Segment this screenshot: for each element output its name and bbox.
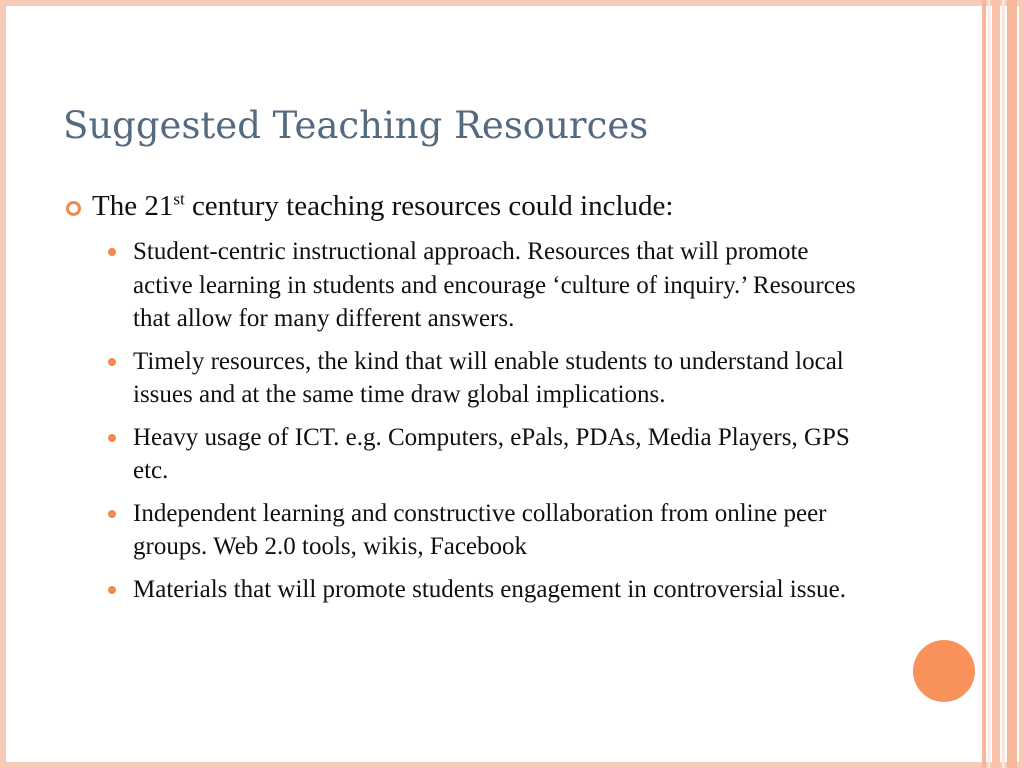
sub-bullet-text: Student-centric instructional approach. Resources that will promote active learning in students and encourage ‘culture of inquiry.’ Resources that allow for many different answers. [133,238,856,332]
ring-bullet-icon [66,201,81,216]
decorative-circle [913,640,975,702]
decorative-stripe [1019,0,1024,768]
decorative-stripe [992,0,1000,768]
sub-bullet-list [64,235,864,606]
sub-bullet-text: Independent learning and constructive collaboration from online peer groups. Web 2.0 tools, wikis, Facebook [133,499,827,560]
main-bullet-text-after: century teaching resources could include: [184,190,674,222]
dot-bullet-icon [108,586,116,594]
list-item [108,497,864,564]
list-item [108,235,864,336]
main-bullet-text-before: The 21 [92,190,174,222]
decorative-stripe [982,0,986,768]
sub-bullet-text: Materials that will promote students engagement in controversial issue. [133,575,847,603]
sub-bullet-text: Heavy usage of ICT. e.g. Computers, ePals, PDAs, Media Players, GPS etc. [133,423,850,484]
main-bullet [64,188,864,225]
decorative-stripe [1007,0,1017,768]
slide-content [64,188,864,615]
dot-bullet-icon [108,358,116,366]
list-item [108,573,864,607]
main-bullet-superscript: st [173,189,185,209]
decorative-stripe [1002,0,1005,768]
dot-bullet-icon [108,510,116,518]
slide-title: Suggested Teaching Resources [63,104,649,147]
sub-bullet-text: Timely resources, the kind that will enable students to understand local issues and at the same time draw global implications. [133,347,844,408]
dot-bullet-icon [108,248,116,256]
list-item [108,421,864,488]
decorative-stripe [988,0,990,768]
list-item [108,345,864,412]
dot-bullet-icon [108,434,116,442]
